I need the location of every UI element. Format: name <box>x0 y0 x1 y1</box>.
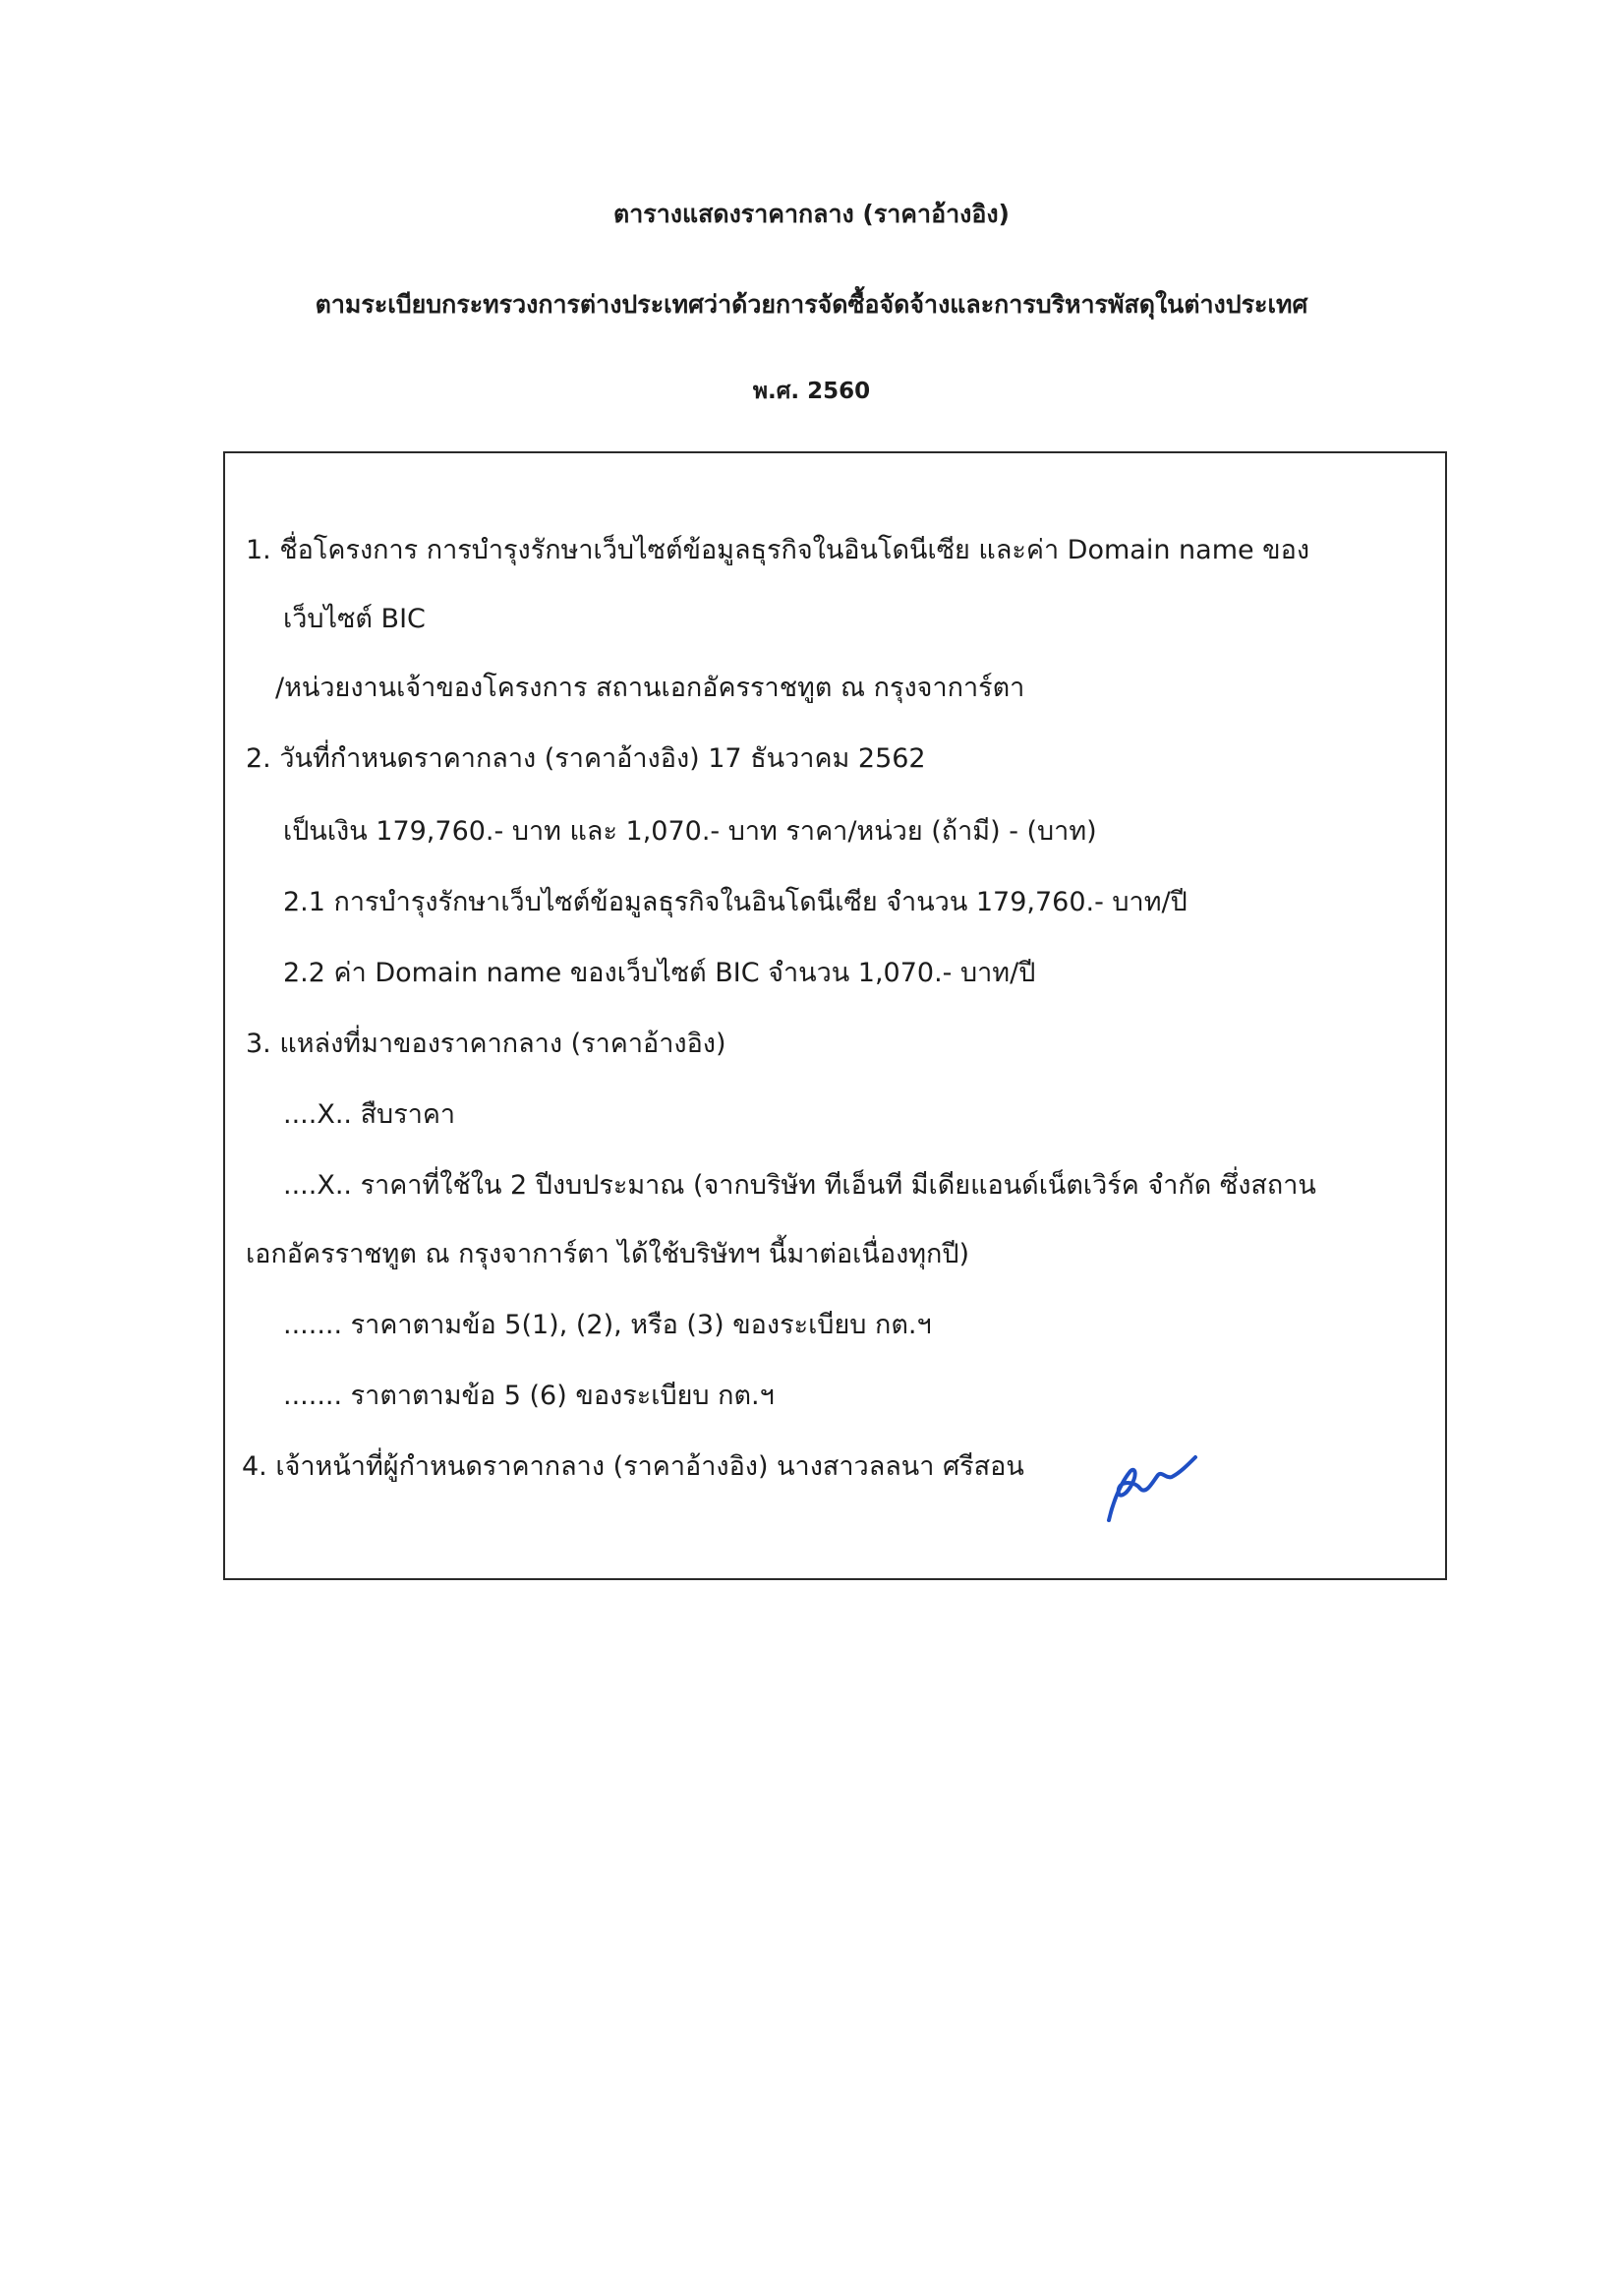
item2-amount: เป็นเงิน 179,760.- บาท และ 1,070.- บาท ราคา/หน่วย (ถ้ามี) - (บาท) <box>283 816 1097 847</box>
item4-officer: 4. เจ้าหน้าที่ผู้กำหนดราคากลาง (ราคาอ้างอิง) นางสาวลลนา ศรีสอน <box>242 1451 1024 1482</box>
item2-2-domain: 2.2 ค่า Domain name ของเว็บไซต์ BIC จำนวน 1,070.- บาท/ปี <box>283 958 1036 988</box>
signature-mark <box>1091 1443 1199 1532</box>
item2-price-date: 2. วันที่กำหนดราคากลาง (ราคาอ้างอิง) 17 ธันวาคม 2562 <box>246 743 926 774</box>
item3-option-regulation-5-6: ....... ราตาตามข้อ 5 (6) ของระเบียบ กต.ฯ <box>283 1381 775 1411</box>
item1-project-name: 1. ชื่อโครงการ การบำรุงรักษาเว็บไซต์ข้อมูลธุรกิจในอินโดนีเซีย และค่า Domain name ของ <box>246 535 1310 565</box>
document-year: พ.ศ. 2560 <box>752 379 871 404</box>
item3-option-regulation-5-1-3: ....... ราคาตามข้อ 5(1), (2), หรือ (3) ของระเบียบ กต.ฯ <box>283 1310 932 1340</box>
item3-option-survey: ....X.. สืบราคา <box>283 1099 456 1130</box>
item2-1-maintenance: 2.1 การบำรุงรักษาเว็บไซต์ข้อมูลธุรกิจในอินโดนีเซีย จำนวน 179,760.- บาท/ปี <box>283 887 1188 917</box>
item1-owner-agency: /หน่วยงานเจ้าของโครงการ สถานเอกอัครราชทูต ณ กรุงจาการ์ตา <box>275 673 1025 703</box>
document-subtitle: ตามระเบียบกระทรวงการต่างประเทศว่าด้วยการจัดซื้อจัดจ้างและการบริหารพัสดุในต่างประเทศ <box>315 290 1308 319</box>
item3-price-source: 3. แหล่งที่มาของราคากลาง (ราคาอ้างอิง) <box>246 1029 726 1059</box>
item3-option-previous-price: ....X.. ราคาที่ใช้ใน 2 ปีงบประมาณ (จากบริษัท ทีเอ็นที มีเดียแอนด์เน็ตเวิร์ค จำกัด ซึ่งสถาน <box>283 1170 1316 1201</box>
item1-project-name-cont: เว็บไซต์ BIC <box>283 604 426 634</box>
document-title: ตารางแสดงราคากลาง (ราคาอ้างอิง) <box>613 200 1010 228</box>
item3-option-previous-price-cont: เอกอัครราชทูต ณ กรุงจาการ์ตา ได้ใช้บริษัทฯ นี้มาต่อเนื่องทุกปี) <box>246 1239 970 1269</box>
